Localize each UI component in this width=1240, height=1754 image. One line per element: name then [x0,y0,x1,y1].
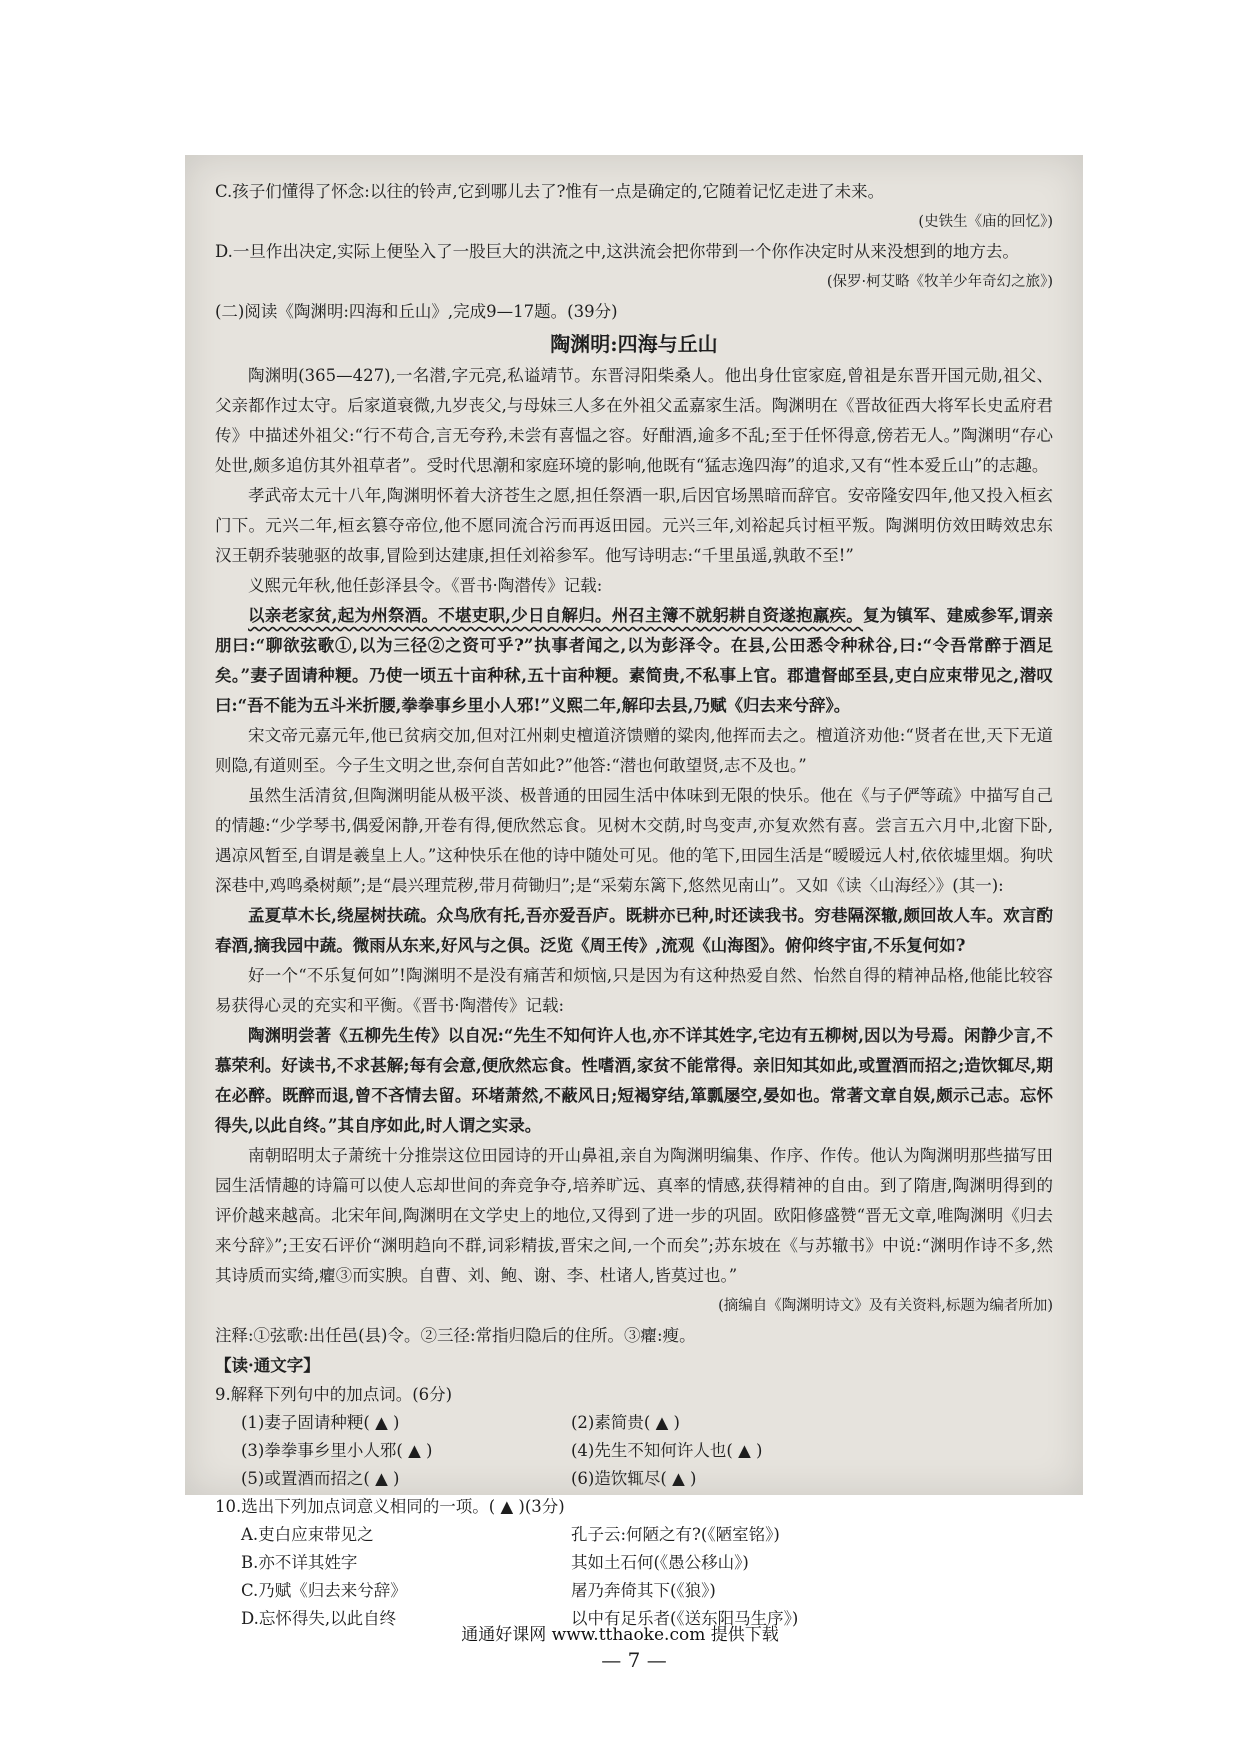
answer-blank[interactable]: ▲ [672,1469,685,1488]
section-heading: (二)阅读《陶渊明:四海和丘山》,完成9—17题。(39分) [215,302,618,321]
option-c-source: (史铁生《庙的回忆》) [918,214,1053,230]
option-c: C.孩子们懂得了怀念:以往的铃声,它到哪儿去了?惟有一点是确定的,它随着记忆走进了未来。 [215,182,885,201]
answer-blank[interactable]: ▲ [655,1413,669,1432]
paragraph-2: 孝武帝太元十八年,陶渊明怀着大济苍生之愿,担任祭酒一职,后因官场黑暗而辞官。安帝隆安四年,他又投入桓玄门下。元兴二年,桓玄篡夺帝位,他不愿同流合污而再返田园。元兴三年,刘裕起兵讨桓平叛。陶渊明仿效田畴效忠东汉王朝乔装驰驱的故事,冒险到达建康,担任刘裕参军。他写诗明志:“千里虽遥,孰敢不至!” [215,486,1053,565]
quote-jinshu-2: 陶渊明尝著《五柳先生传》以自况:“先生不知何许人也,亦不详其姓字,宅边有五柳树,因以为号焉。闲静少言,不慕荣利。好读书,不求甚解;每有会意,便欣然忘食。性嗜酒,家贫不能常得。亲旧知其如此,或置酒而招之;造饮辄尽,期在必醉。既醉而退,曾不吝情去留。环堵萧然,不蔽风日;短褐穿结,箪瓢屡空,晏如也。常著文章自娱,颇示己志。忘怀得失,以此自终。”其自序如此,时人谓之实录。 [215,1026,1053,1135]
footer-credit: 通通好课网 www.tthaoke.com 提供下载 [461,1625,779,1645]
quote-jinshu-1-rest: 复为镇军、建威参军,谓亲朋曰:“聊欲弦歌①,以为三径②之资可乎?”执事者闻之,以为彭泽令。在县,公田悉令种秫谷,曰:“令吾常醉于酒足矣。”妻子固请种粳。乃使一顷五十亩种秫,五十亩种粳。素简贵,不私事上官。郡遣督邮至县,吏白应束带见之,潜叹曰:“吾不能为五斗米折腰,拳拳事乡里小人邪!”义熙二年,解印去县,乃赋《归去来兮辞》。 [215,606,1053,715]
page-content [215,177,1053,1677]
paragraph-8: 好一个“不乐复何如”!陶渊明不是没有痛苦和烦恼,只是因为有这种热爱自然、怡然自得的精神品格,他能比较容易获得心灵的充实和平衡。《晋书·陶潜传》记载: [215,966,1053,1015]
excerpt-source: (摘编自《陶渊明诗文》及有关资料,标题为编者所加) [718,1298,1053,1314]
quote-jinshu-1 [215,601,1053,721]
paragraph-6: 虽然生活清贫,但陶渊明能从极平淡、极普通的田园生活中体味到无限的快乐。他在《与子俨等疏》中描写自己的情趣:“少学琴书,偶爱闲静,开卷有得,便欣然忘食。见树木交荫,时鸟变声,亦复欢然有喜。尝言五六月中,北窗下卧,遇凉风暂至,自谓是羲皇上人。”这种快乐在他的诗中随处可见。他的笔下,田园生活是“暧暧远人村,依依墟里烟。狗吠深巷中,鸡鸣桑树颠”;是“晨兴理荒秽,带月荷锄归”;是“采菊东篱下,悠然见南山”。又如《读〈山海经〉》(其一): [215,786,1053,895]
paragraph-1: 陶渊明(365—427),一名潜,字元亮,私谥靖节。东晋浔阳柴桑人。他出身仕宦家庭,曾祖是东晋开国元勋,祖父、父亲都作过太守。后家道衰微,九岁丧父,与母妹三人多在外祖父孟嘉家生活。陶渊明在《晋故征西大将军长史孟府君传》中描述外祖父:“行不苟合,言无夸矜,未尝有喜愠之容。好酣酒,逾多不乱;至于任怀得意,傍若无人。”陶渊明“存心处世,颇多追仿其外祖草者”。受时代思潮和家庭环境的影响,他既有“猛志逸四海”的追求,又有“性本爱丘山”的志趣。 [215,366,1053,475]
question-9-stem: 9.解释下列句中的加点词。(6分) [215,1385,453,1404]
question-10-option-b: B.亦不详其姓字 其如土石何(《愚公移山》) [241,1553,749,1572]
question-10-option-a: A.吏白应束带见之 孔子云:何陋之有?(《陋室铭》) [241,1525,780,1544]
footnotes: 注释:①弦歌:出任邑(县)令。②三径:常指归隐后的住所。③癯:瘦。 [215,1326,696,1345]
option-d: D.一旦作出决定,实际上便坠入了一股巨大的洪流之中,这洪流会把你带到一个你作决定时从来没想到的地方去。 [215,242,1019,261]
paragraph-10: 南朝昭明太子萧统十分推崇这位田园诗的开山鼻祖,亲自为陶渊明编集、作序、作传。他认为陶渊明那些描写田园生活情趣的诗篇可以使人忘却世间的奔竞争夺,培养旷远、真率的情感,获得精神的自由。到了隋唐,陶渊明得到的评价越来越高。北宋年间,陶渊明在文学史上的地位,又得到了进一步的巩固。欧阳修盛赞“晋无文章,唯陶渊明《归去来兮辞》”;王安石评价“渊明趋向不群,词彩精拔,晋宋之间,一个而矣”;苏东坡在《与苏辙书》中说:“渊明作诗不多,然其诗质而实绮,癯③而实腴。自曹、刘、鲍、谢、李、杜诸人,皆莫过也。” [215,1146,1053,1285]
question-9-row-1: (1)妻子固请种粳( ▲ ) (2)素简贵( ▲ ) [241,1413,680,1432]
paragraph-5: 宋文帝元嘉元年,他已贫病交加,但对江州刺史檀道济馈赠的粱肉,他挥而去之。檀道济劝他:“贤者在世,天下无道则隐,有道则至。今子生文明之世,奈何自苦如此?”他答:“潜也何敢望贤,志不及也。” [215,726,1053,775]
poem-quote: 孟夏草木长,绕屋树扶疏。众鸟欣有托,吾亦爱吾庐。既耕亦已种,时还读我书。穷巷隔深辙,颇回故人车。欢言酌春酒,摘我园中蔬。微雨从东来,好风与之俱。泛览《周王传》,流观《山海图》。俯仰终宇宙,不乐复何如? [215,906,1053,955]
answer-blank[interactable]: ▲ [738,1441,751,1460]
question-10-stem: 10.选出下列加点词意义相同的一项。( ▲ )(3分) [215,1497,565,1516]
question-9-row-2: (3)拳拳事乡里小人邪( ▲ ) (4)先生不知何许人也( ▲ ) [241,1441,763,1460]
section-label: 【读·通文字】 [215,1356,320,1375]
paragraph-3: 义熙元年秋,他任彭泽县令。《晋书·陶潜传》记载: [248,576,603,595]
question-10-option-d: D.忘怀得失,以此自终 以中有足乐者(《送东阳马生序》) [241,1609,799,1628]
question-9-row-3: (5)或置酒而招之( ▲ ) (6)造饮辄尽( ▲ ) [241,1469,697,1488]
option-d-source: (保罗·柯艾略《牧羊少年奇幻之旅》) [826,274,1053,290]
answer-blank[interactable]: ▲ [375,1469,388,1488]
answer-blank[interactable]: ▲ [408,1441,421,1460]
page-number: — 7 — [601,1648,667,1672]
answer-blank[interactable]: ▲ [375,1413,388,1432]
underlined-sentence: 以亲老家贫,起为州祭酒。不堪吏职,少日自解归。州召主簿不就躬耕自资遂抱羸疾。 [248,606,863,625]
answer-blank[interactable]: ▲ [500,1497,514,1516]
question-10-option-c: C.乃赋《归去来兮辞》 屠乃奔倚其下(《狼》) [241,1581,716,1600]
article-title: 陶渊明:四海与丘山 [550,332,718,356]
